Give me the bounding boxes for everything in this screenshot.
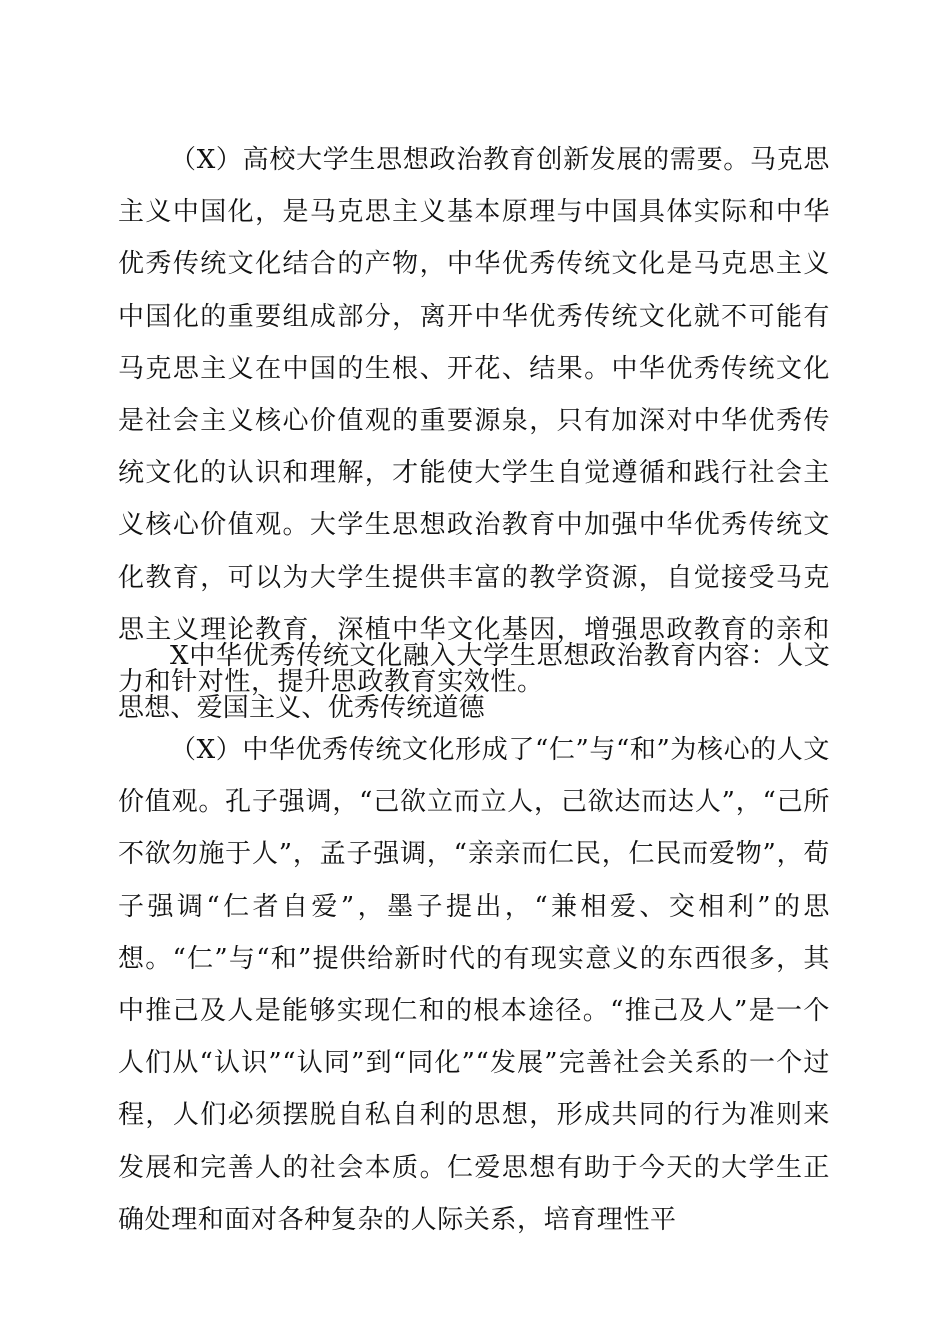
paragraph-ideological-education-need: （X）高校大学生思想政治教育创新发展的需要。马克思主义中国化，是马克思主义基本原理与中国具体实际和中华优秀传统文化结合的产物，中华优秀传统文化是马克思主义中国化的重要组成部分，离开中华优秀传统文化就不可能有马克思主义在中国的生根、开花、结果。中华优秀传统文化是社会主义核心价值观的重要源泉，只有加深对中华优秀传统文化的认识和理解，才能使大学生自觉遵循和践行社会主义核心价值观。大学生思想政治教育中加强中华优秀传统文化教育，可以为大学生提供丰富的教学资源，自觉接受马克思主义理论教育，深植中华文化基因，增强思政教育的亲和力和针对性，提升思政教育实效性。	[118, 145, 830, 698]
paragraph-humanistic-values: （X）中华优秀传统文化形成了“仁”与“和”为核心的人文价值观。孔子强调，“己欲立而立人，己欲达而达人”，“己所不欲勿施于人”，孟子强调，“亲亲而仁民，仁民而爱物”，荀子强调“仁者自爱”，墨子提出，“兼相爱、交相利”的思想。“仁”与“和”提供给新时代的有现实意义的东西很多，其中推己及人是能够实现仁和的根本途径。“推己及人”是一个人们从“认识”“认同”到“同化”“发展”完善社会关系的一个过程，人们必须摆脱自私自利的思想，形成共同的行为准则来发展和完善人的社会本质。仁爱思想有助于今天的大学生正确处理和面对各种复杂的人际关系，培育理性平	[118, 735, 830, 1235]
section-heading-education-content: X中华优秀传统文化融入大学生思想政治教育内容：人文思想、爱国主义、优秀传统道德	[118, 641, 830, 724]
